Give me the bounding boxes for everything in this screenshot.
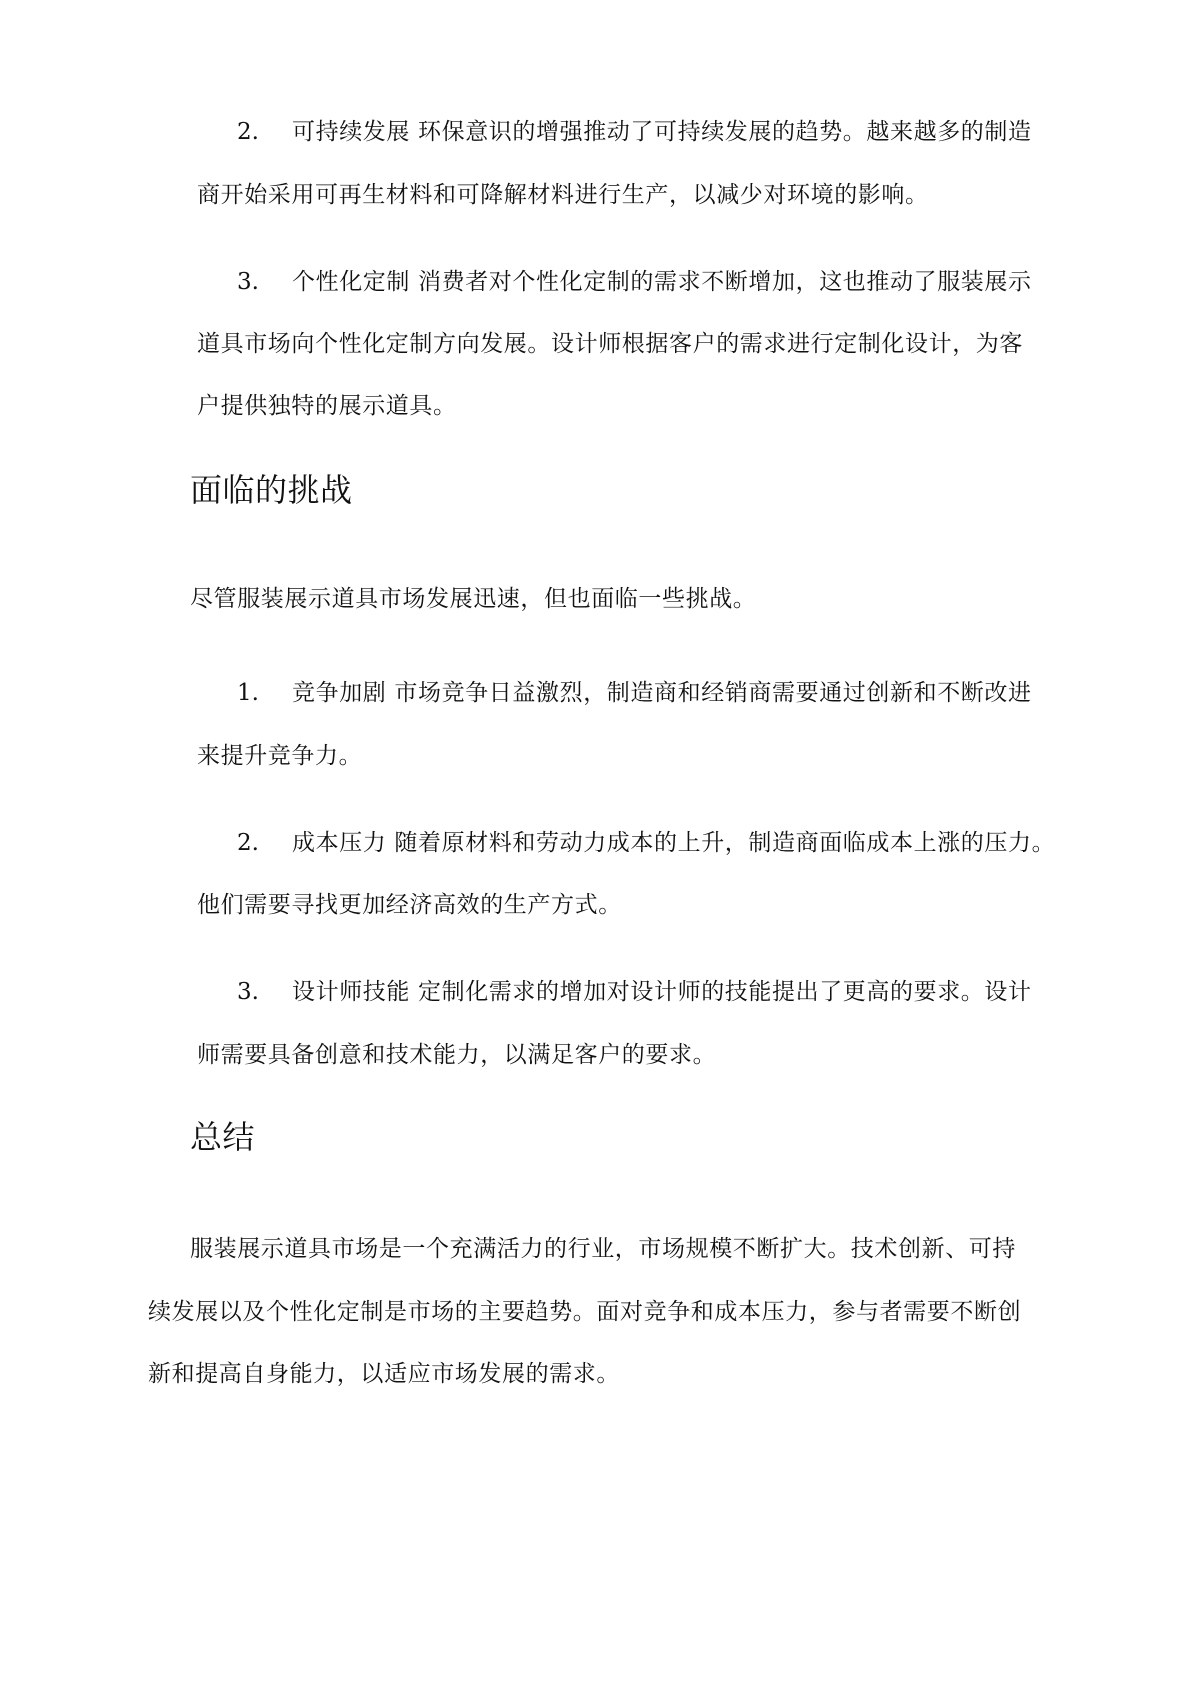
list-item-text: 市场竞争日益激烈，制造商和经销商需要通过创新和不断改进 bbox=[394, 680, 1032, 706]
list-item-text: 定制化需求的增加对设计师的技能提出了更高的要求。设计 bbox=[418, 979, 1032, 1005]
list-number: 3. bbox=[237, 979, 259, 1005]
summary-line: 续发展以及个性化定制是市场的主要趋势。面对竞争和成本压力，参与者需要不断创 bbox=[148, 1299, 1022, 1325]
list-item-continuation: 师需要具备创意和技术能力，以满足客户的要求。 bbox=[197, 1042, 717, 1068]
list-item-first-line bbox=[292, 828, 1055, 858]
list-number: 1. bbox=[237, 680, 259, 706]
list-item-continuation: 道具市场向个性化定制方向发展。设计师根据客户的需求进行定制化设计，为客 bbox=[197, 331, 1023, 357]
list-item-first-line bbox=[292, 267, 1032, 297]
list-number: 3. bbox=[237, 269, 259, 295]
list-number: 2. bbox=[237, 830, 259, 856]
list-item-first-line bbox=[292, 117, 1032, 147]
list-item-term: 个性化定制 bbox=[292, 269, 410, 295]
list-item-text: 环保意识的增强推动了可持续发展的趋势。越来越多的制造 bbox=[418, 119, 1032, 145]
list-number: 2. bbox=[237, 119, 259, 145]
list-item-continuation: 来提升竞争力。 bbox=[197, 743, 363, 769]
list-item-continuation: 他们需要寻找更加经济高效的生产方式。 bbox=[197, 892, 622, 918]
list-item-first-line bbox=[292, 678, 1032, 708]
list-item-continuation: 商开始采用可再生材料和可降解材料进行生产，以减少对环境的影响。 bbox=[197, 182, 929, 208]
list-item-term: 成本压力 bbox=[292, 830, 387, 856]
section-heading-challenges: 面临的挑战 bbox=[190, 471, 353, 509]
list-item-continuation: 户提供独特的展示道具。 bbox=[197, 393, 457, 419]
list-item-term: 设计师技能 bbox=[292, 979, 410, 1005]
summary-line: 服装展示道具市场是一个充满活力的行业，市场规模不断扩大。技术创新、可持 bbox=[190, 1236, 1016, 1262]
challenges-intro: 尽管服装展示道具市场发展迅速，但也面临一些挑战。 bbox=[190, 586, 757, 612]
list-item-term: 竞争加剧 bbox=[292, 680, 387, 706]
list-item-text: 随着原材料和劳动力成本的上升，制造商面临成本上涨的压力。 bbox=[394, 830, 1056, 856]
list-item-first-line bbox=[292, 977, 1032, 1007]
summary-line: 新和提高自身能力，以适应市场发展的需求。 bbox=[148, 1361, 620, 1387]
list-item-term: 可持续发展 bbox=[292, 119, 410, 145]
list-item-text: 消费者对个性化定制的需求不断增加，这也推动了服装展示 bbox=[418, 269, 1032, 295]
section-heading-summary: 总结 bbox=[190, 1118, 256, 1156]
